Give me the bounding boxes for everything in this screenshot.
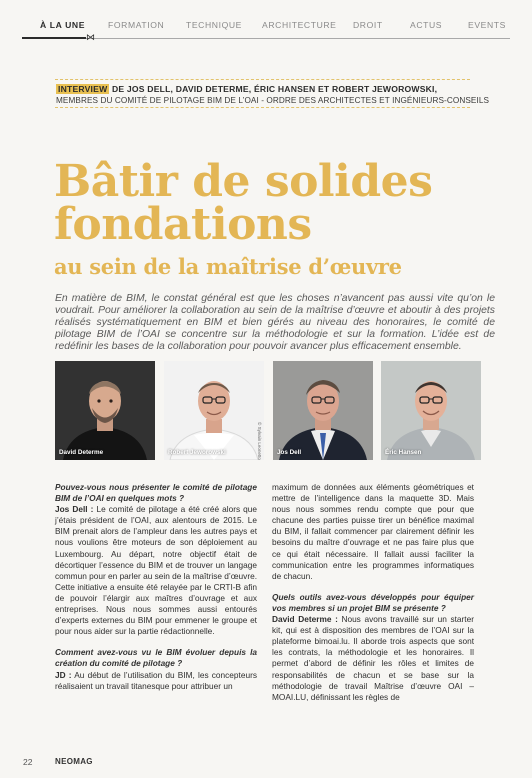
speaker-label: JD :	[55, 669, 72, 680]
nav-item-droit[interactable]: DROIT	[353, 20, 383, 30]
article-subtitle: au sein de la maîtrise d’œuvre	[54, 254, 402, 279]
body-column-left	[55, 482, 257, 702]
nav-item-events[interactable]: EVENTS	[468, 20, 506, 30]
page-number: 22	[23, 757, 33, 767]
nav-item-architecture[interactable]: ARCHITECTURE	[262, 20, 337, 30]
portrait-photo	[164, 361, 264, 460]
photo-caption: David Determe	[59, 449, 104, 456]
article-title	[54, 156, 494, 250]
answer-text: Au début de l’utilisation du BIM, les concepteurs réalisaient un travail titanesque pour attribuer un	[55, 669, 257, 691]
portrait-eric-hansen	[381, 361, 481, 460]
portrait-photo	[55, 361, 155, 460]
photo-caption: Jos Dell	[277, 449, 302, 456]
bow-tie-marker-icon: ⋈	[86, 32, 95, 42]
interview-question: Comment avez-vous vu le BIM évoluer depuis la création du comité de pilotage ?	[55, 647, 257, 669]
speaker-label: Jos Dell :	[55, 504, 94, 515]
magazine-brand: NEOMAG	[55, 757, 93, 766]
nav-active-indicator	[22, 37, 86, 39]
interview-answer	[272, 614, 474, 703]
nav-divider	[22, 38, 510, 39]
portrait-david-determe	[55, 361, 155, 460]
portrait-photo	[273, 361, 373, 460]
answer-text: Le comité de pilotage a été créé alors que j’étais président de l’OAI, aux alentours de 2015. Le BIM prenait alors de l’ampleur dans les autres pays et nous voulions être moteurs de son déploiement au Luxembourg. Au départ, notre objectif était de décortiquer l’essence du BIM et de trouver un langage commun pour en parler au sein de la maîtrise d’œuvre. Cette initiative a ensuite été relayée par le CRTI-B afin de pouvoir l’élargir aux maîtres d’ouvrage et aux entreprises. Nous nous sommes aussi entourés d’experts externes du BIM pour emmener le groupe et pour nous aider sur la partie rédactionnelle.	[55, 504, 258, 637]
interview-question: Pouvez-vous nous présenter le comité de pilotage BIM de l’OAI en quelques mots ?	[55, 482, 257, 504]
portrait-robert-jeworowski	[164, 361, 264, 460]
kicker-authors	[56, 84, 437, 94]
interview-question: Quels outils avez-vous développés pour équiper vos membres si un projet BIM se présente ?	[272, 591, 474, 613]
answer-text: Nous avons travaillé sur un starter kit, qui est à disposition des membres de l’OAI sur la plateforme bimoai.lu. Il aborde trois aspects que sont les contrats, la méthodologie et les honoraires. Il permet d’abord de définir les rôles et limites de responsabilités de chacun et se base sur la méthodologie de travail Maîtrise d’œuvre OAI – MOAI.LU, définissant les règles de	[272, 614, 474, 702]
portrait-jos-dell	[273, 361, 373, 460]
nav-item-formation[interactable]: FORMATION	[108, 20, 165, 30]
portrait-photo	[381, 361, 481, 460]
nav-item-technique[interactable]: TECHNIQUE	[186, 20, 243, 30]
kicker-affiliation: MEMBRES DU COMITÉ DE PILOTAGE BIM DE L’OAI - ORDRE DES ARCHITECTES ET INGÉNIEURS-CONSEILS	[56, 96, 490, 105]
answer-text: maximum de données aux éléments géométriques et mettre de l’intelligence dans la maquette 3D. Mais nous nous sommes rendu compte que pour que chacune des parties puisse tirer un bénéfice maximal du BIM, il fallait commencer par clairement définir les besoins du maître d’ouvrage et ne pas faire plus que ce qui était nécessaire. Il fallait aussi faciliter la communication entre les programmes informatiques de chacun.	[272, 482, 474, 581]
kicker-bottom-rule	[55, 107, 470, 108]
article-lead: En matière de BIM, le constat général est que les choses n’avancent pas aussi vite qu’on le voudrait. Pour améliorer la collaboration au sein de la maîtrise d’œuvre et aboutir à des projets réalisés systématiquement en BIM et bien gérés au niveau des honoraires, le comité de pilotage BIM de l’OAI se concentre sur la méthodologie et sur la formation. L’idée est de redéfinir les bases de la collaboration pour pouvoir avancer plus efficacement ensemble.	[55, 293, 495, 353]
speaker-label: David Determe :	[272, 614, 338, 625]
top-navigation	[0, 0, 532, 44]
interview-answer	[55, 670, 257, 692]
interview-tag: INTERVIEW	[58, 84, 108, 94]
title-line-2: fondations	[54, 199, 312, 250]
kicker-top-rule	[55, 79, 470, 80]
photo-credit: © Sylvain Leonetto	[257, 422, 262, 460]
kicker-author-names: DE JOS DELL, DAVID DETERME, ÉRIC HANSEN ET ROBERT JEWOROWSKI,	[109, 84, 438, 94]
title-line-1: Bâtir de solides	[54, 156, 433, 207]
interview-answer	[55, 504, 257, 637]
nav-item-actus[interactable]: ACTUS	[410, 20, 443, 30]
nav-item-a-la-une[interactable]: À LA UNE	[40, 20, 86, 30]
interview-answer	[272, 482, 474, 582]
body-column-right	[272, 482, 474, 713]
photo-caption: Éric Hansen	[385, 449, 422, 456]
photo-caption: Robert Jeworowski	[168, 449, 226, 456]
